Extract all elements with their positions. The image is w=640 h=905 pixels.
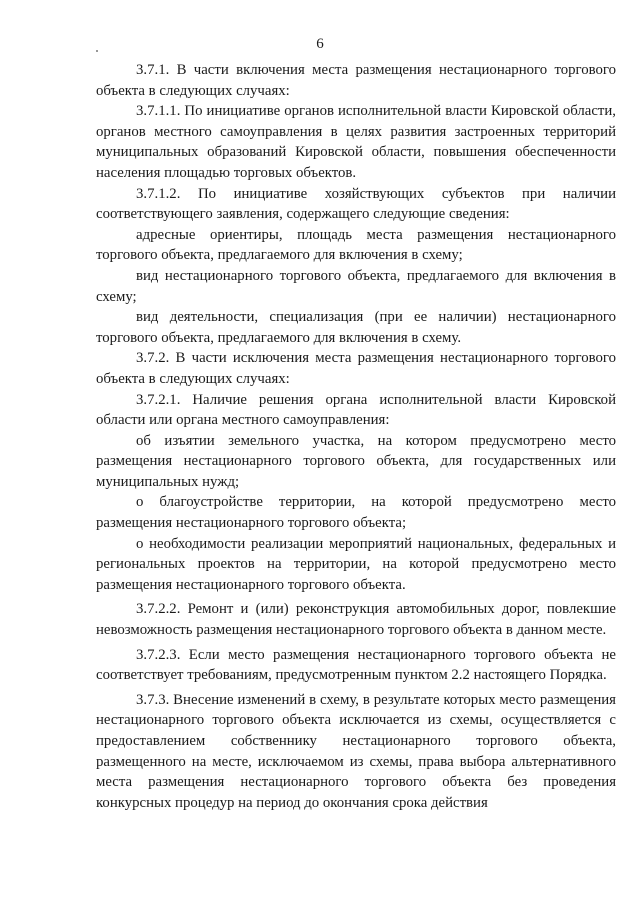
paragraph-3-7-1-2: 3.7.1.2. По инициативе хозяйствующих субъектов при наличии соответствующего заявления, содержащего следующие сведения: [96, 185, 616, 223]
paragraph-3-7-2: 3.7.2. В части исключения места размещения нестационарного торгового объекта в следующих случаях: [96, 350, 616, 387]
paragraph-3-7-2-2: 3.7.2.2. Ремонт и (или) реконструкция автомобильных дорог, повлекшие невозможность размещения нестационарного торгового объекта в данном месте. [96, 601, 616, 639]
paragraph-3-7-3: 3.7.3. Внесение изменений в схему, в результате которых место размещения нестационарного торгового объекта исключается из схемы, осуществляется с предоставлением собственнику нестационарного торгового объекта, размещенного на месте, исключаемом из схемы, права выбора альтернативного места размещения нестационарного торгового объекта без проведения конкурсных процедур на период до окончания срока действия [96, 691, 616, 811]
paragraph-land-seizure: об изъятии земельного участка, на котором предусмотрено место размещения нестационарного торгового объекта, для государственных или муниципальных нужд; [96, 432, 616, 490]
paragraph-address-landmarks: адресные ориентиры, площадь места размещения нестационарного торгового объекта, предлагаемого для включения в схему; [96, 226, 616, 264]
paragraph-3-7-2-3: 3.7.2.3. Если место размещения нестационарного торгового объекта не соответствует требованиям, предусмотренным пунктом 2.2 настоящего Порядка. [96, 646, 616, 684]
paragraph-3-7-2-1: 3.7.2.1. Наличие решения органа исполнительной власти Кировской области или органа местного самоуправления: [96, 391, 616, 429]
paragraph-activity-type: вид деятельности, специализация (при ее наличии) нестационарного торгового объекта, предлагаемого для включения в схему. [96, 309, 616, 346]
paragraph-3-7-1: 3.7.1. В части включения места размещения нестационарного торгового объекта в следующих случаях: [96, 62, 616, 99]
paragraph-landscaping: о благоустройстве территории, на которой предусмотрено место размещения нестационарного торгового объекта; [96, 494, 616, 532]
paragraph-national-projects: о необходимости реализации мероприятий национальных, федеральных и региональных проектов на территории, на которой предусмотрено место размещения нестационарного торгового объекта. [96, 535, 616, 593]
paragraph-object-type: вид нестационарного торгового объекта, предлагаемого для включения в схему; [96, 267, 616, 305]
paragraph-3-7-1-1: 3.7.1.1. По инициативе органов исполнительной власти Кировской области, органов местного самоуправления в целях развития застроенных территорий муниципальных образований Кировской области, повышения обеспеченности населения площадью торговых объектов. [96, 103, 616, 181]
page-number: 6 [316, 36, 324, 52]
document-body [96, 60, 616, 813]
